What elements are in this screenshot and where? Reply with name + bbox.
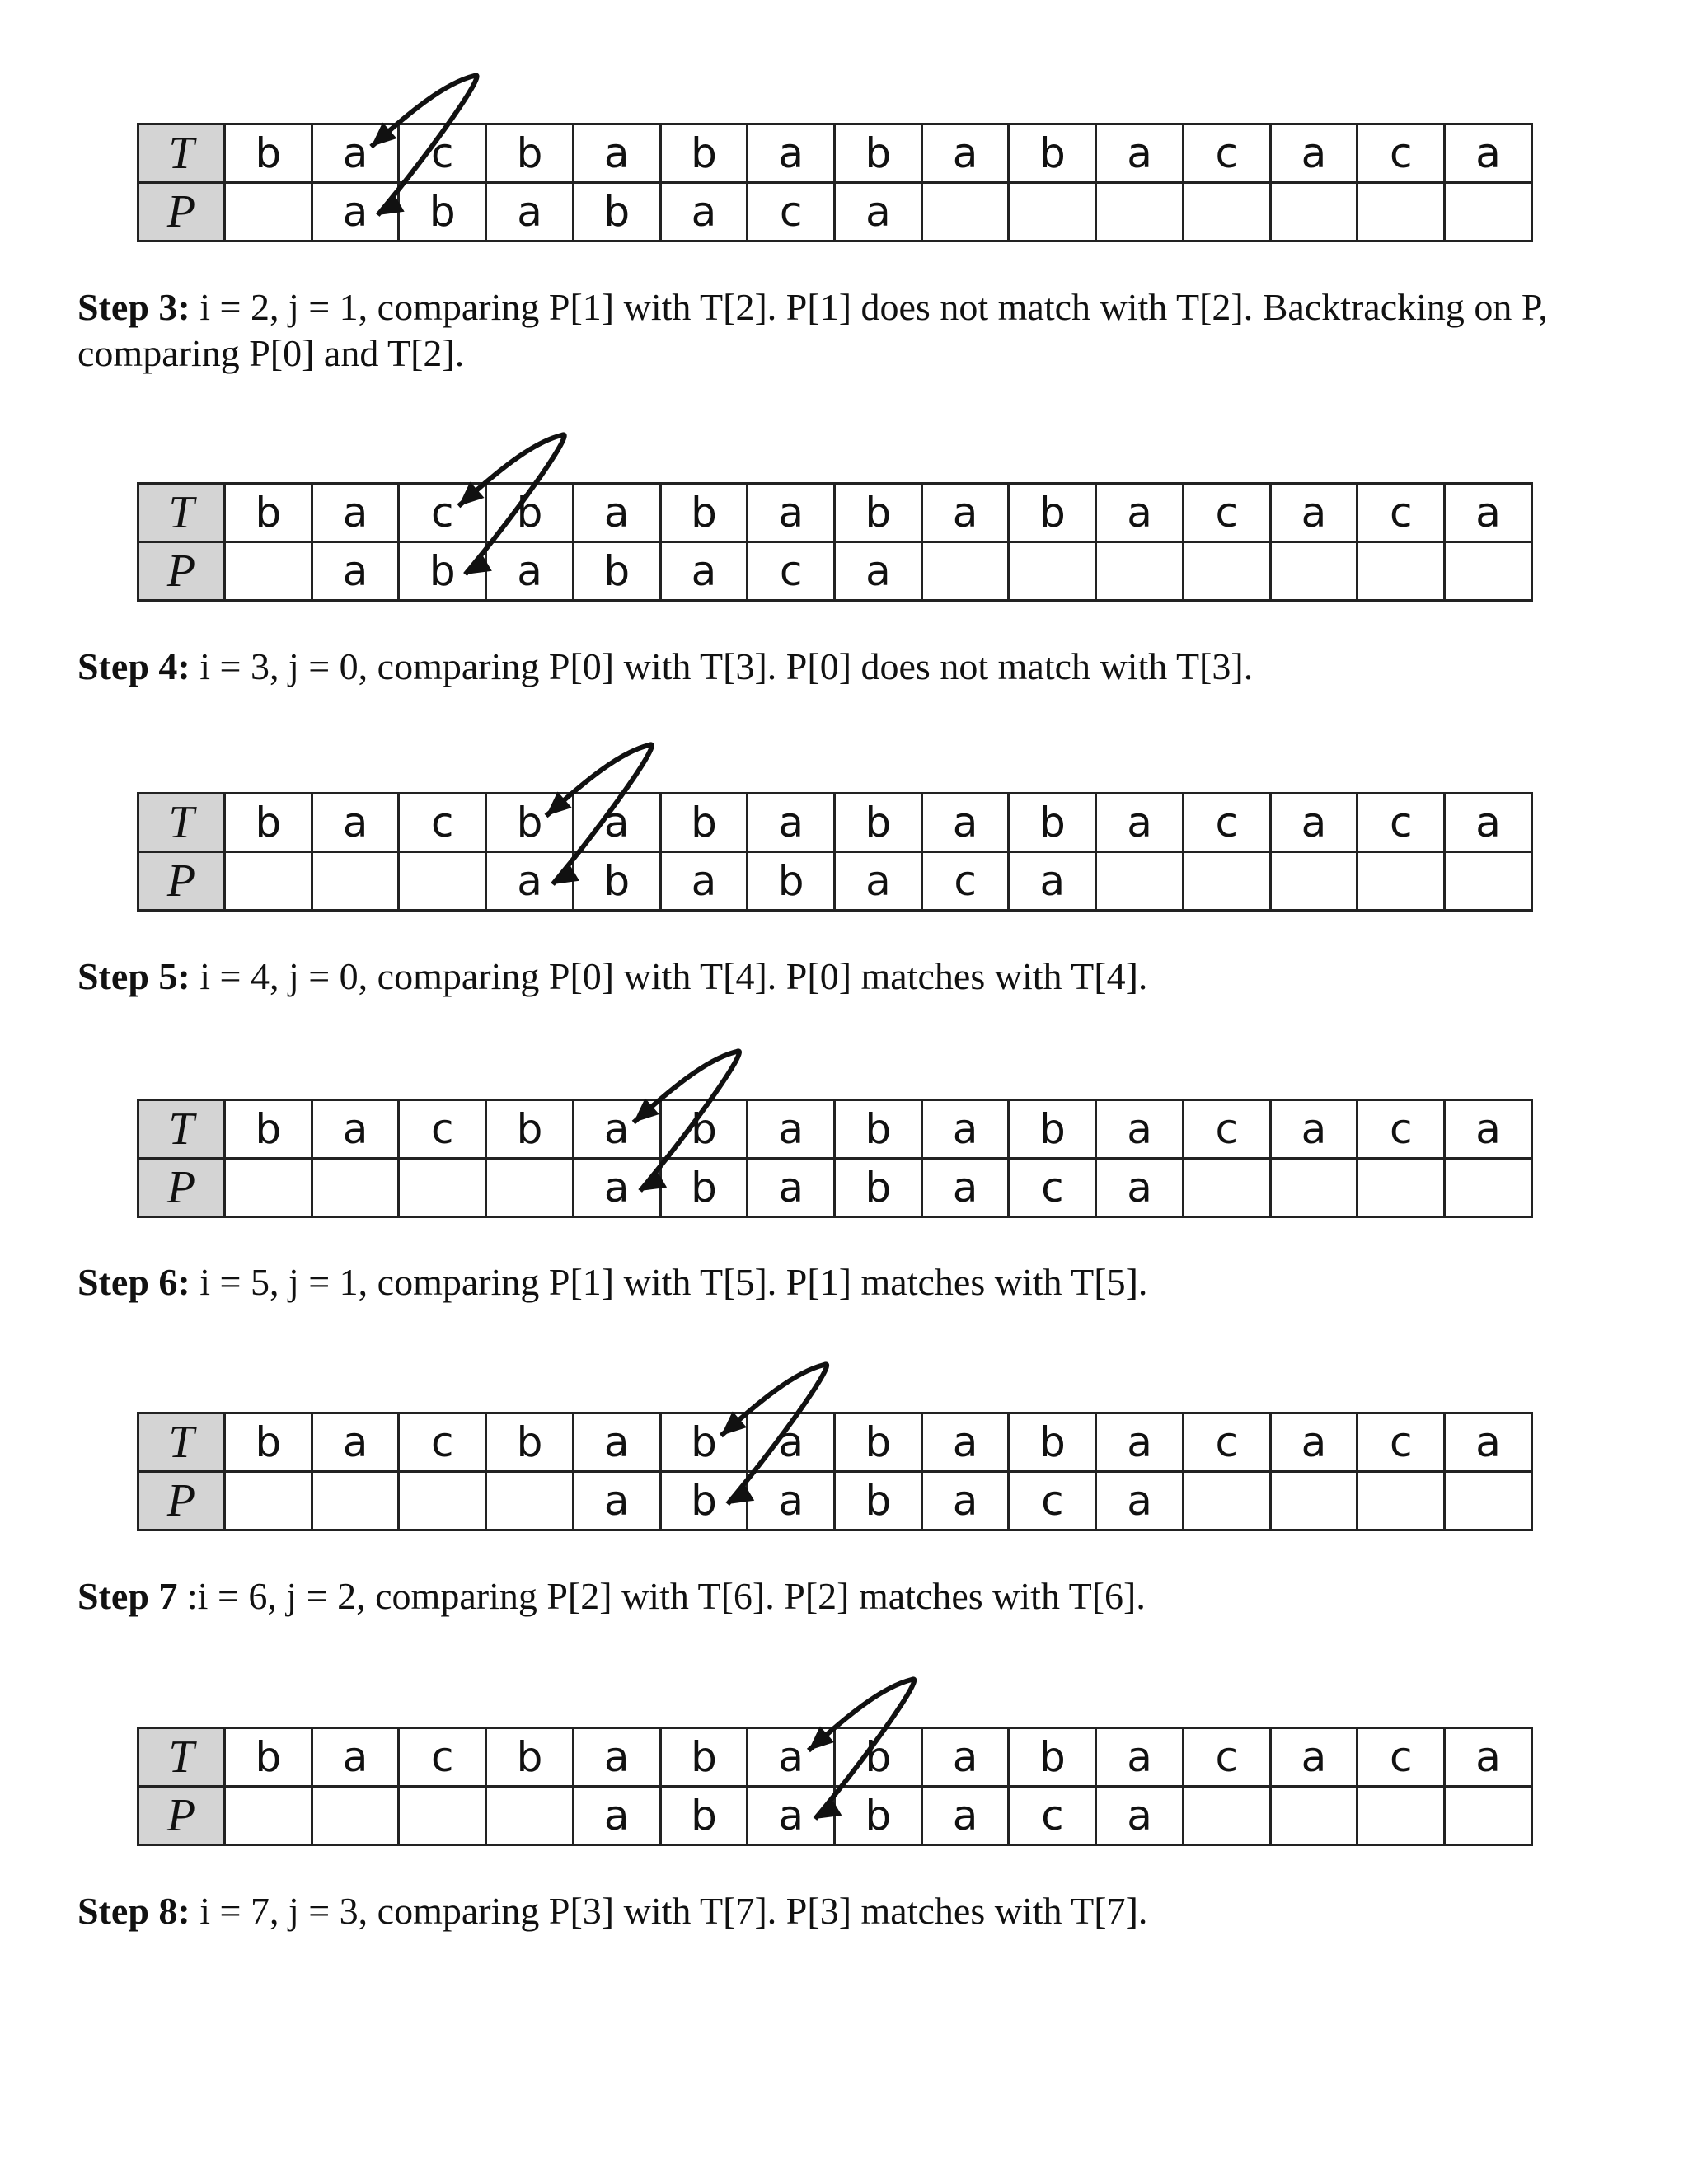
text-cell: a <box>921 794 1009 852</box>
pattern-cell: a <box>660 542 748 601</box>
text-cell: a <box>1445 484 1532 542</box>
pattern-cell: a <box>573 1472 660 1530</box>
step-text: i = 5, j = 1, comparing P[1] with T[5]. P[1] matches with T[5]. <box>199 1261 1148 1303</box>
step-4-caption <box>77 644 1627 690</box>
text-cell: c <box>399 1100 486 1159</box>
pattern-cell <box>486 1472 574 1530</box>
text-cell: b <box>1009 794 1096 852</box>
pattern-row <box>138 1159 1532 1217</box>
pattern-cell: b <box>573 542 660 601</box>
text-cell: a <box>1445 1413 1532 1472</box>
text-cell: c <box>1357 1100 1445 1159</box>
text-cell: b <box>660 484 748 542</box>
text-cell: b <box>660 124 748 183</box>
pattern-cell: a <box>921 1159 1009 1217</box>
pattern-cell: a <box>1096 1787 1184 1845</box>
text-cell: a <box>921 1728 1009 1787</box>
pattern-cell <box>1096 542 1184 601</box>
comparison-table <box>137 123 1533 242</box>
pattern-cell: b <box>660 1159 748 1217</box>
pattern-cell: b <box>835 1472 922 1530</box>
text-cell: c <box>399 794 486 852</box>
text-cell: a <box>312 1413 399 1472</box>
pattern-cell <box>399 1472 486 1530</box>
step-text: i = 4, j = 0, comparing P[0] with T[4]. P[0] matches with T[4]. <box>199 955 1148 997</box>
pattern-cell <box>1183 183 1270 241</box>
pattern-cell: b <box>399 542 486 601</box>
pattern-row <box>138 1787 1532 1845</box>
text-cell: a <box>748 794 835 852</box>
pattern-cell <box>1270 1159 1357 1217</box>
text-cell: c <box>1357 1413 1445 1472</box>
pattern-cell: a <box>835 183 922 241</box>
pattern-row-label: P <box>138 542 225 601</box>
text-cell: c <box>1183 1413 1270 1472</box>
text-row-label: T <box>138 124 225 183</box>
text-row-label: T <box>138 1413 225 1472</box>
text-cell: a <box>1270 124 1357 183</box>
text-cell: a <box>1096 124 1184 183</box>
step-7-caption <box>77 1573 1627 1619</box>
text-cell: b <box>225 1100 312 1159</box>
text-row <box>138 1728 1532 1787</box>
text-cell: a <box>921 124 1009 183</box>
text-cell: b <box>486 1728 574 1787</box>
text-row <box>138 1100 1532 1159</box>
pattern-cell <box>399 1159 486 1217</box>
pattern-cell <box>1009 542 1096 601</box>
pattern-cell <box>1096 852 1184 911</box>
pattern-cell <box>1270 183 1357 241</box>
pattern-row-label: P <box>138 1787 225 1845</box>
pattern-cell <box>1357 1787 1445 1845</box>
pattern-cell <box>1009 183 1096 241</box>
pattern-cell: a <box>1096 1472 1184 1530</box>
pattern-cell <box>1183 1472 1270 1530</box>
text-cell: a <box>312 124 399 183</box>
text-cell: c <box>1183 1728 1270 1787</box>
text-cell: c <box>1183 794 1270 852</box>
pattern-row-label: P <box>138 1159 225 1217</box>
text-cell: b <box>225 1728 312 1787</box>
text-cell: a <box>1096 484 1184 542</box>
text-cell: c <box>399 124 486 183</box>
pattern-cell: b <box>660 1472 748 1530</box>
pattern-cell: a <box>1096 1159 1184 1217</box>
text-cell: a <box>573 794 660 852</box>
pattern-cell: b <box>835 1787 922 1845</box>
step-label: Step 3: <box>77 286 190 328</box>
pattern-cell: c <box>1009 1472 1096 1530</box>
text-cell: b <box>660 1413 748 1472</box>
pattern-row <box>138 183 1532 241</box>
text-cell: a <box>573 124 660 183</box>
step-5-caption <box>77 954 1627 1000</box>
text-cell: a <box>1445 124 1532 183</box>
pattern-cell <box>1270 1787 1357 1845</box>
text-row-label: T <box>138 484 225 542</box>
comparison-table <box>137 482 1533 602</box>
pattern-cell <box>1183 852 1270 911</box>
text-cell: b <box>486 484 574 542</box>
text-cell: b <box>225 794 312 852</box>
pattern-cell: a <box>921 1787 1009 1845</box>
step-label: Step 7 <box>77 1575 178 1617</box>
pattern-cell: c <box>748 542 835 601</box>
pattern-cell: a <box>660 183 748 241</box>
text-cell: a <box>1270 1100 1357 1159</box>
pattern-cell: c <box>921 852 1009 911</box>
step-label: Step 8: <box>77 1890 190 1932</box>
pattern-cell <box>1357 183 1445 241</box>
figure-2 <box>137 476 1533 602</box>
pattern-cell <box>1357 852 1445 911</box>
pattern-cell <box>312 1787 399 1845</box>
comparison-table <box>137 792 1533 912</box>
text-cell: b <box>1009 1100 1096 1159</box>
text-cell: b <box>1009 124 1096 183</box>
pattern-cell <box>1357 1472 1445 1530</box>
pattern-cell <box>1270 1472 1357 1530</box>
pattern-cell <box>1445 1159 1532 1217</box>
text-cell: b <box>835 484 922 542</box>
text-cell: b <box>1009 1728 1096 1787</box>
pattern-cell: b <box>748 852 835 911</box>
pattern-cell: b <box>573 183 660 241</box>
pattern-row-label: P <box>138 852 225 911</box>
text-row-label: T <box>138 794 225 852</box>
text-row <box>138 124 1532 183</box>
step-label: Step 5: <box>77 955 190 997</box>
pattern-cell <box>1445 1472 1532 1530</box>
pattern-cell: a <box>835 852 922 911</box>
step-label: Step 6: <box>77 1261 190 1303</box>
pattern-cell <box>1445 852 1532 911</box>
text-row <box>138 484 1532 542</box>
step-text: :i = 6, j = 2, comparing P[2] with T[6]. P[2] matches with T[6]. <box>186 1575 1146 1617</box>
text-cell: a <box>1270 794 1357 852</box>
pattern-cell: a <box>748 1159 835 1217</box>
pattern-cell: a <box>573 1787 660 1845</box>
pattern-cell <box>1096 183 1184 241</box>
pattern-cell <box>921 183 1009 241</box>
pattern-cell: a <box>835 542 922 601</box>
pattern-cell <box>225 542 312 601</box>
pattern-cell: a <box>486 542 574 601</box>
text-cell: c <box>1183 124 1270 183</box>
text-cell: a <box>1270 1413 1357 1472</box>
text-cell: b <box>835 1413 922 1472</box>
text-cell: b <box>1009 1413 1096 1472</box>
pattern-cell <box>312 1159 399 1217</box>
text-cell: b <box>835 1100 922 1159</box>
figure-1 <box>137 117 1533 242</box>
text-cell: a <box>1096 794 1184 852</box>
text-cell: a <box>921 484 1009 542</box>
pattern-cell <box>225 1159 312 1217</box>
text-cell: c <box>399 1728 486 1787</box>
text-cell: c <box>399 1413 486 1472</box>
text-cell: a <box>748 1728 835 1787</box>
text-cell: a <box>748 124 835 183</box>
text-row-label: T <box>138 1728 225 1787</box>
pattern-cell <box>1357 542 1445 601</box>
pattern-cell: b <box>660 1787 748 1845</box>
text-cell: c <box>399 484 486 542</box>
text-cell: a <box>921 1413 1009 1472</box>
text-cell: a <box>1445 794 1532 852</box>
pattern-cell <box>1183 1159 1270 1217</box>
text-cell: b <box>835 794 922 852</box>
figure-5 <box>137 1406 1533 1531</box>
pattern-cell: a <box>486 852 574 911</box>
pattern-cell: b <box>573 852 660 911</box>
step-text: i = 7, j = 3, comparing P[3] with T[7]. P[3] matches with T[7]. <box>199 1890 1148 1932</box>
text-cell: c <box>1183 1100 1270 1159</box>
text-cell: a <box>1270 1728 1357 1787</box>
pattern-cell: a <box>312 183 399 241</box>
pattern-cell: a <box>1009 852 1096 911</box>
pattern-cell: a <box>660 852 748 911</box>
pattern-cell <box>1445 542 1532 601</box>
pattern-cell: a <box>748 1472 835 1530</box>
text-cell: a <box>748 484 835 542</box>
text-cell: a <box>1445 1728 1532 1787</box>
text-row <box>138 794 1532 852</box>
text-cell: a <box>573 1100 660 1159</box>
pattern-row <box>138 852 1532 911</box>
pattern-cell: b <box>835 1159 922 1217</box>
step-6-caption <box>77 1259 1627 1305</box>
text-cell: a <box>573 1413 660 1472</box>
pattern-cell: a <box>573 1159 660 1217</box>
text-cell: c <box>1357 124 1445 183</box>
pattern-cell <box>1357 1159 1445 1217</box>
pattern-cell <box>312 1472 399 1530</box>
text-cell: b <box>225 124 312 183</box>
step-label: Step 4: <box>77 645 190 687</box>
text-cell: b <box>486 124 574 183</box>
text-cell: b <box>486 794 574 852</box>
figure-3 <box>137 786 1533 912</box>
text-cell: b <box>660 794 748 852</box>
text-cell: a <box>748 1413 835 1472</box>
comparison-table <box>137 1727 1533 1846</box>
text-cell: a <box>312 1728 399 1787</box>
text-cell: a <box>573 484 660 542</box>
pattern-cell: a <box>748 1787 835 1845</box>
pattern-row-label: P <box>138 1472 225 1530</box>
pattern-cell: b <box>399 183 486 241</box>
pattern-cell <box>225 852 312 911</box>
pattern-cell <box>1270 852 1357 911</box>
pattern-row-label: P <box>138 183 225 241</box>
text-cell: a <box>312 484 399 542</box>
pattern-cell <box>1445 183 1532 241</box>
step-text: i = 3, j = 0, comparing P[0] with T[3]. P[0] does not match with T[3]. <box>199 645 1254 687</box>
pattern-cell <box>486 1159 574 1217</box>
text-cell: b <box>660 1100 748 1159</box>
step-3-caption <box>77 284 1627 377</box>
text-cell: b <box>225 1413 312 1472</box>
pattern-cell <box>225 1472 312 1530</box>
step-text: i = 2, j = 1, comparing P[1] with T[2]. P[1] does not match with T[2]. Backtracking on P, comparing P[0] and T[2]. <box>77 286 1548 374</box>
text-cell: b <box>835 1728 922 1787</box>
figure-6 <box>137 1721 1533 1846</box>
comparison-table <box>137 1412 1533 1531</box>
text-cell: a <box>921 1100 1009 1159</box>
pattern-cell <box>399 852 486 911</box>
text-cell: a <box>573 1728 660 1787</box>
text-cell: a <box>1096 1100 1184 1159</box>
pattern-cell <box>1183 1787 1270 1845</box>
text-row-label: T <box>138 1100 225 1159</box>
text-cell: a <box>1445 1100 1532 1159</box>
text-cell: b <box>486 1100 574 1159</box>
text-cell: c <box>1183 484 1270 542</box>
text-cell: b <box>225 484 312 542</box>
text-cell: a <box>312 1100 399 1159</box>
pattern-cell: c <box>1009 1787 1096 1845</box>
pattern-cell <box>225 1787 312 1845</box>
text-cell: c <box>1357 1728 1445 1787</box>
text-cell: c <box>1357 484 1445 542</box>
pattern-cell <box>921 542 1009 601</box>
pattern-cell <box>1445 1787 1532 1845</box>
pattern-cell <box>225 183 312 241</box>
text-row <box>138 1413 1532 1472</box>
text-cell: a <box>1270 484 1357 542</box>
text-cell: c <box>1357 794 1445 852</box>
pattern-cell <box>1183 542 1270 601</box>
text-cell: b <box>835 124 922 183</box>
pattern-cell <box>399 1787 486 1845</box>
pattern-cell <box>1270 542 1357 601</box>
pattern-cell: c <box>1009 1159 1096 1217</box>
pattern-cell <box>486 1787 574 1845</box>
pattern-cell: c <box>748 183 835 241</box>
step-8-caption <box>77 1888 1627 1934</box>
text-cell: a <box>312 794 399 852</box>
pattern-row <box>138 1472 1532 1530</box>
pattern-cell: a <box>486 183 574 241</box>
text-cell: a <box>748 1100 835 1159</box>
text-cell: b <box>660 1728 748 1787</box>
pattern-cell: a <box>921 1472 1009 1530</box>
text-cell: a <box>1096 1413 1184 1472</box>
comparison-table <box>137 1099 1533 1218</box>
text-cell: a <box>1096 1728 1184 1787</box>
pattern-row <box>138 542 1532 601</box>
pattern-cell: a <box>312 542 399 601</box>
text-cell: b <box>486 1413 574 1472</box>
pattern-cell <box>312 852 399 911</box>
figure-4 <box>137 1093 1533 1218</box>
text-cell: b <box>1009 484 1096 542</box>
